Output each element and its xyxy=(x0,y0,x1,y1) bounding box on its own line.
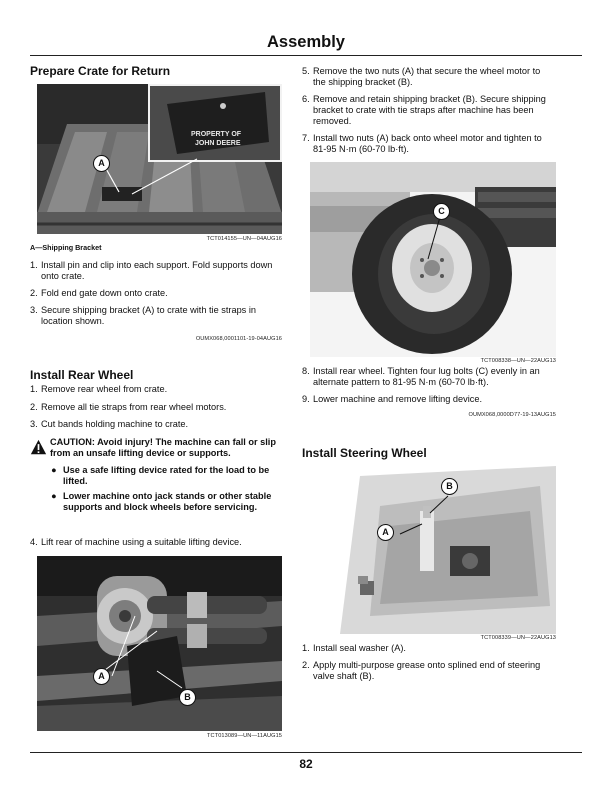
wheel-motor-photo xyxy=(37,556,282,731)
rear-wheel-heading: Install Rear Wheel xyxy=(30,368,134,382)
rear-wheel-step-3: 3. Cut bands holding machine to crate. xyxy=(30,419,189,429)
steering-step-2: 2. Apply multi-purpose grease onto splined end of steering valve shaft (B). xyxy=(302,660,541,682)
callout-a-steering: A xyxy=(377,524,394,541)
caution-bullet-2: ● Lower machine onto jack stands or other stable supports and block wheels before servicing. xyxy=(51,491,272,513)
callout-a-motor: A xyxy=(93,668,110,685)
wheel-step-9: 9. Lower machine and remove lifting device. xyxy=(302,394,483,404)
rear-wheel-photo xyxy=(310,162,556,357)
rear-wheel-photo-code: TCT008338—UN—22AUG13 xyxy=(480,358,556,364)
wheel-step-8: 8. Install rear wheel. Tighten four lug bolts (C) evenly in an alternate pattern to 81-95 N·m (60-70 lb·ft). xyxy=(302,366,540,388)
rear-wheel-photo-art xyxy=(310,162,556,357)
crate-photo xyxy=(37,84,282,234)
crate-ref-code: OUMX068,0001101-19-04AUG16 xyxy=(195,336,282,342)
rear-wheel-step-4: 4. Lift rear of machine using a suitable lifting device. xyxy=(30,537,242,547)
crate-step-3: 3. Secure shipping bracket (A) to crate with tie straps in location shown. xyxy=(30,305,256,327)
motor-step-5: 5. Remove the two nuts (A) that secure the wheel motor to the shipping bracket (B). xyxy=(302,66,541,88)
stencil-line-2: JOHN DEERE xyxy=(195,140,241,147)
wheel-motor-photo-art xyxy=(37,556,282,731)
callout-c-wheel: C xyxy=(433,203,450,220)
crate-step-2: 2. Fold end gate down onto crate. xyxy=(30,288,168,298)
steering-step-1: 1. Install seal washer (A). xyxy=(302,643,406,653)
motor-step-7: 7. Install two nuts (A) back onto wheel motor and tighten to 81-95 N·m (60-70 lb·ft). xyxy=(302,133,542,155)
crate-photo-code: TCT014155—UN—04AUG16 xyxy=(206,236,282,242)
caution-block xyxy=(30,437,280,459)
wheel-motor-photo-code: TCT013089—UN—11AUG15 xyxy=(207,733,282,739)
crate-photo-caption: A—Shipping Bracket xyxy=(30,243,102,252)
callout-b-steering: B xyxy=(441,478,458,495)
rear-wheel-step-1: 1. Remove rear wheel from crate. xyxy=(30,384,168,394)
stencil-line-1: PROPERTY OF xyxy=(191,131,242,138)
page-title: Assembly xyxy=(267,33,345,51)
page-number: 82 xyxy=(299,757,313,771)
steering-heading: Install Steering Wheel xyxy=(302,446,427,460)
callout-b-motor: B xyxy=(179,689,196,706)
prepare-crate-heading: Prepare Crate for Return xyxy=(30,64,171,78)
wheel-ref-code: OUMX068,0000D77-19-13AUG15 xyxy=(468,412,556,418)
rear-wheel-step-2: 2. Remove all tie straps from rear wheel motors. xyxy=(30,402,227,412)
crate-photo-art xyxy=(37,84,282,234)
header-rule xyxy=(30,55,582,56)
steering-photo-art xyxy=(310,466,556,634)
motor-step-6: 6. Remove and retain shipping bracket (B). Secure shipping bracket to crate with tie straps after machine has been removed. xyxy=(302,94,546,127)
crate-step-1: 1. Install pin and clip into each support. Fold supports down onto crate. xyxy=(30,260,273,282)
footer-rule xyxy=(30,752,582,753)
steering-photo-code: TCT008339—UN—22AUG13 xyxy=(480,635,556,641)
callout-a-crate: A xyxy=(93,155,110,172)
caution-heading: CAUTION: Avoid injury! The machine can fall or slip from an unsafe lifting device or supports. xyxy=(50,437,276,459)
caution-bullet-1: ● Use a safe lifting device rated for the load to be lifted. xyxy=(51,465,270,487)
steering-photo xyxy=(310,466,556,634)
warning-triangle-icon xyxy=(30,439,47,456)
